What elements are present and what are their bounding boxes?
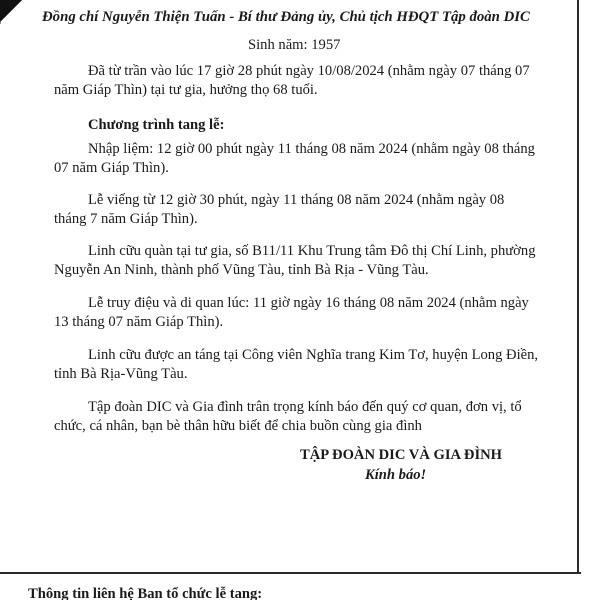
signature-organization: TẬP ĐOÀN DIC VÀ GIA ĐÌNH xyxy=(300,447,503,463)
program-item-1-line-1: Nhập liệm: 12 giờ 00 phút ngày 11 tháng 08 năm 2024 (nhằm ngày 08 tháng xyxy=(88,141,535,157)
passing-line-1: Đã từ trần vào lúc 17 giờ 28 phút ngày 10/08/2024 (nhằm ngày 07 tháng 07 xyxy=(88,63,530,79)
passing-line-2: năm Giáp Thìn) tại tư gia, hưởng thọ 68 tuổi. xyxy=(54,82,318,98)
program-item-4-line-2: 13 tháng 07 năm Giáp Thìn). xyxy=(54,314,224,330)
program-item-3-line-1: Linh cữu quàn tại tư gia, số B11/11 Khu Trung tâm Đô thị Chí Linh, phường xyxy=(88,243,536,259)
program-item-4-line-1: Lễ truy điệu và di quan lúc: 11 giờ ngày 16 tháng 08 năm 2024 (nhằm ngày xyxy=(88,295,529,311)
program-item-3-line-2: Nguyễn An Ninh, thành phố Vũng Tàu, tỉnh Bà Rịa - Vũng Tàu. xyxy=(54,262,429,278)
program-item-2-line-1: Lễ viếng từ 12 giờ 30 phút, ngày 11 tháng 08 năm 2024 (nhằm ngày 08 xyxy=(88,192,505,208)
contact-heading: Thông tin liên hệ Ban tổ chức lễ tang: xyxy=(28,586,263,600)
program-item-5-line-2: tỉnh Bà Rịa-Vũng Tàu. xyxy=(54,366,188,382)
program-item-5-line-1: Linh cữu được an táng tại Công viên Nghĩa trang Kim Tơ, huyện Long Điền, xyxy=(88,347,539,363)
program-item-1-line-2: 07 năm Giáp Thìn). xyxy=(54,160,169,176)
mourning-ribbon-icon xyxy=(0,0,38,30)
document-border-right xyxy=(577,0,579,572)
program-item-6-line-1: Tập đoàn DIC và Gia đình trân trọng kính báo đến quý cơ quan, đơn vị, tổ xyxy=(88,399,522,415)
deceased-title: Đồng chí Nguyễn Thiện Tuấn - Bí thư Đảng ủy, Chủ tịch HĐQT Tập đoàn DIC xyxy=(42,9,530,25)
program-item-2-line-2: tháng 7 năm Giáp Thìn). xyxy=(54,211,198,227)
program-item-6-line-2: chức, cá nhân, bạn bè thân hữu biết để chia buồn cùng gia đình xyxy=(54,418,422,434)
signature-closing: Kính báo! xyxy=(365,467,427,483)
program-heading: Chương trình tang lễ: xyxy=(88,117,225,133)
birth-year: Sinh năm: 1957 xyxy=(248,37,341,53)
document-border-bottom xyxy=(0,572,581,574)
